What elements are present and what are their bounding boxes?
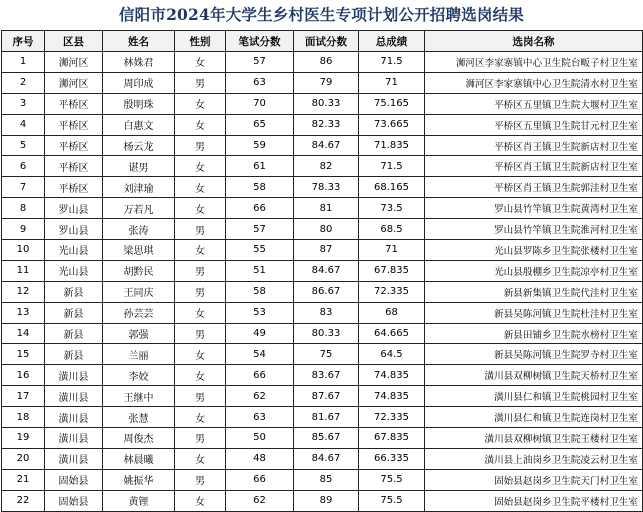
cell-interview-score: 80.33 bbox=[294, 93, 359, 114]
table-row bbox=[2, 490, 643, 511]
table-row bbox=[2, 135, 643, 156]
cell-interview-score: 86 bbox=[294, 52, 359, 73]
cell-name: 周印成 bbox=[103, 72, 175, 93]
cell-district: 新县 bbox=[45, 323, 103, 344]
cell-written-score: 53 bbox=[226, 302, 294, 323]
cell-total-score: 73.665 bbox=[359, 114, 425, 135]
cell-written-score: 54 bbox=[226, 344, 294, 365]
cell-gender: 女 bbox=[175, 344, 226, 365]
cell-name: 兰丽 bbox=[103, 344, 175, 365]
cell-gender: 男 bbox=[175, 469, 226, 490]
cell-total-score: 68.5 bbox=[359, 219, 425, 240]
cell-index: 20 bbox=[2, 448, 45, 469]
cell-name: 林姝君 bbox=[103, 52, 175, 73]
cell-post-name: 新县吴陈河镇卫生院罗寺村卫生室 bbox=[425, 344, 643, 365]
cell-index: 5 bbox=[2, 135, 45, 156]
cell-interview-score: 85.67 bbox=[294, 428, 359, 449]
cell-gender: 女 bbox=[175, 93, 226, 114]
cell-post-name: 平桥区肖王镇卫生院新店村卫生室 bbox=[425, 156, 643, 177]
cell-total-score: 71 bbox=[359, 240, 425, 261]
cell-total-score: 67.835 bbox=[359, 260, 425, 281]
cell-interview-score: 85 bbox=[294, 469, 359, 490]
cell-written-score: 50 bbox=[226, 428, 294, 449]
cell-index: 21 bbox=[2, 469, 45, 490]
cell-written-score: 49 bbox=[226, 323, 294, 344]
cell-post-name: 平桥区五里镇卫生院甘元村卫生室 bbox=[425, 114, 643, 135]
cell-name: 李姣 bbox=[103, 365, 175, 386]
cell-district: 潢川县 bbox=[45, 428, 103, 449]
cell-district: 平桥区 bbox=[45, 114, 103, 135]
cell-interview-score: 87 bbox=[294, 240, 359, 261]
table-row bbox=[2, 72, 643, 93]
cell-interview-score: 82 bbox=[294, 156, 359, 177]
cell-index: 17 bbox=[2, 386, 45, 407]
cell-name: 刘津瑜 bbox=[103, 177, 175, 198]
cell-total-score: 71.5 bbox=[359, 156, 425, 177]
cell-gender: 男 bbox=[175, 281, 226, 302]
cell-gender: 男 bbox=[175, 219, 226, 240]
cell-gender: 女 bbox=[175, 240, 226, 261]
cell-written-score: 51 bbox=[226, 260, 294, 281]
cell-total-score: 64.5 bbox=[359, 344, 425, 365]
cell-post-name: 罗山县竹竿镇卫生院淮河村卫生室 bbox=[425, 219, 643, 240]
cell-index: 19 bbox=[2, 428, 45, 449]
cell-name: 张涛 bbox=[103, 219, 175, 240]
cell-written-score: 62 bbox=[226, 490, 294, 511]
cell-district: 潢川县 bbox=[45, 365, 103, 386]
cell-name: 黄锂 bbox=[103, 490, 175, 511]
table-row bbox=[2, 469, 643, 490]
table-row bbox=[2, 219, 643, 240]
cell-index: 1 bbox=[2, 52, 45, 73]
table-row bbox=[2, 386, 643, 407]
cell-gender: 女 bbox=[175, 114, 226, 135]
cell-gender: 女 bbox=[175, 52, 226, 73]
cell-district: 固始县 bbox=[45, 490, 103, 511]
cell-interview-score: 83.67 bbox=[294, 365, 359, 386]
table-row bbox=[2, 448, 643, 469]
cell-total-score: 73.5 bbox=[359, 198, 425, 219]
cell-index: 7 bbox=[2, 177, 45, 198]
cell-post-name: 潢川县双柳树镇卫生院天桥村卫生室 bbox=[425, 365, 643, 386]
cell-post-name: 潢川县仁和镇卫生院桃园村卫生室 bbox=[425, 386, 643, 407]
cell-interview-score: 84.67 bbox=[294, 260, 359, 281]
cell-total-score: 74.835 bbox=[359, 365, 425, 386]
cell-index: 2 bbox=[2, 72, 45, 93]
cell-gender: 女 bbox=[175, 365, 226, 386]
cell-index: 10 bbox=[2, 240, 45, 261]
page-title: 信阳市2024年大学生乡村医生专项计划公开招聘选岗结果 bbox=[118, 5, 525, 24]
cell-post-name: 平桥区五里镇卫生院大堰村卫生室 bbox=[425, 93, 643, 114]
cell-name: 周俊杰 bbox=[103, 428, 175, 449]
table-row bbox=[2, 407, 643, 428]
cell-written-score: 55 bbox=[226, 240, 294, 261]
cell-written-score: 61 bbox=[226, 156, 294, 177]
cell-post-name: 新县新集镇卫生院代洼村卫生室 bbox=[425, 281, 643, 302]
table-row bbox=[2, 156, 643, 177]
cell-index: 3 bbox=[2, 93, 45, 114]
cell-district: 罗山县 bbox=[45, 198, 103, 219]
column-header-interview-score: 面试分数 bbox=[294, 31, 359, 52]
cell-post-name: 潢川县仁和镇卫生院连岗村卫生室 bbox=[425, 407, 643, 428]
cell-total-score: 68 bbox=[359, 302, 425, 323]
column-header-district: 区县 bbox=[45, 31, 103, 52]
cell-total-score: 74.835 bbox=[359, 386, 425, 407]
cell-total-score: 66.335 bbox=[359, 448, 425, 469]
cell-name: 王继中 bbox=[103, 386, 175, 407]
cell-index: 4 bbox=[2, 114, 45, 135]
cell-written-score: 59 bbox=[226, 135, 294, 156]
cell-index: 6 bbox=[2, 156, 45, 177]
column-header-written-score: 笔试分数 bbox=[226, 31, 294, 52]
cell-interview-score: 79 bbox=[294, 72, 359, 93]
cell-gender: 女 bbox=[175, 177, 226, 198]
cell-post-name: 浉河区李家寨镇中心卫生院清水村卫生室 bbox=[425, 72, 643, 93]
cell-interview-score: 82.33 bbox=[294, 114, 359, 135]
cell-gender: 女 bbox=[175, 490, 226, 511]
cell-district: 光山县 bbox=[45, 240, 103, 261]
cell-district: 平桥区 bbox=[45, 135, 103, 156]
cell-post-name: 光山县殷棚乡卫生院凉亭村卫生室 bbox=[425, 260, 643, 281]
cell-total-score: 71 bbox=[359, 72, 425, 93]
table-row bbox=[2, 240, 643, 261]
column-header-post-name: 选岗名称 bbox=[425, 31, 643, 52]
cell-interview-score: 87.67 bbox=[294, 386, 359, 407]
cell-gender: 男 bbox=[175, 260, 226, 281]
cell-interview-score: 84.67 bbox=[294, 135, 359, 156]
cell-index: 12 bbox=[2, 281, 45, 302]
cell-written-score: 63 bbox=[226, 407, 294, 428]
cell-district: 罗山县 bbox=[45, 219, 103, 240]
cell-total-score: 64.665 bbox=[359, 323, 425, 344]
cell-written-score: 62 bbox=[226, 386, 294, 407]
cell-name: 郭强 bbox=[103, 323, 175, 344]
cell-district: 固始县 bbox=[45, 469, 103, 490]
cell-post-name: 浉河区李家寨镇中心卫生院台畈子村卫生室 bbox=[425, 52, 643, 73]
cell-name: 杨云龙 bbox=[103, 135, 175, 156]
cell-written-score: 57 bbox=[226, 219, 294, 240]
cell-district: 平桥区 bbox=[45, 177, 103, 198]
table-row bbox=[2, 198, 643, 219]
table-row bbox=[2, 365, 643, 386]
cell-post-name: 平桥区肖王镇卫生院郭洼村卫生室 bbox=[425, 177, 643, 198]
column-header-total-score: 总成绩 bbox=[359, 31, 425, 52]
cell-gender: 女 bbox=[175, 156, 226, 177]
cell-interview-score: 75 bbox=[294, 344, 359, 365]
cell-gender: 女 bbox=[175, 407, 226, 428]
table-header-row bbox=[2, 31, 643, 52]
cell-name: 白惠文 bbox=[103, 114, 175, 135]
cell-written-score: 48 bbox=[226, 448, 294, 469]
table-row bbox=[2, 428, 643, 449]
cell-post-name: 新县田铺乡卫生院水榜村卫生室 bbox=[425, 323, 643, 344]
cell-index: 9 bbox=[2, 219, 45, 240]
cell-name: 万若凡 bbox=[103, 198, 175, 219]
cell-gender: 女 bbox=[175, 302, 226, 323]
cell-post-name: 光山县罗陈乡卫生院张楼村卫生室 bbox=[425, 240, 643, 261]
cell-written-score: 63 bbox=[226, 72, 294, 93]
cell-district: 新县 bbox=[45, 281, 103, 302]
cell-total-score: 75.5 bbox=[359, 490, 425, 511]
column-header-gender: 性别 bbox=[175, 31, 226, 52]
cell-total-score: 68.165 bbox=[359, 177, 425, 198]
cell-interview-score: 84.67 bbox=[294, 448, 359, 469]
cell-post-name: 固始县赵岗乡卫生院平楼村卫生室 bbox=[425, 490, 643, 511]
cell-interview-score: 83 bbox=[294, 302, 359, 323]
table-row bbox=[2, 177, 643, 198]
cell-interview-score: 81 bbox=[294, 198, 359, 219]
cell-name: 胡黔民 bbox=[103, 260, 175, 281]
cell-name: 张慧 bbox=[103, 407, 175, 428]
column-header-name: 姓名 bbox=[103, 31, 175, 52]
cell-total-score: 71.5 bbox=[359, 52, 425, 73]
cell-district: 潢川县 bbox=[45, 386, 103, 407]
cell-total-score: 75.165 bbox=[359, 93, 425, 114]
cell-district: 潢川县 bbox=[45, 407, 103, 428]
cell-post-name: 新县吴陈河镇卫生院杜洼村卫生室 bbox=[425, 302, 643, 323]
cell-written-score: 57 bbox=[226, 52, 294, 73]
cell-gender: 男 bbox=[175, 72, 226, 93]
cell-gender: 女 bbox=[175, 448, 226, 469]
cell-district: 浉河区 bbox=[45, 52, 103, 73]
cell-district: 光山县 bbox=[45, 260, 103, 281]
cell-index: 8 bbox=[2, 198, 45, 219]
cell-district: 新县 bbox=[45, 344, 103, 365]
cell-index: 13 bbox=[2, 302, 45, 323]
cell-name: 梁思琪 bbox=[103, 240, 175, 261]
cell-district: 新县 bbox=[45, 302, 103, 323]
cell-gender: 男 bbox=[175, 323, 226, 344]
cell-gender: 女 bbox=[175, 198, 226, 219]
cell-name: 林晨曦 bbox=[103, 448, 175, 469]
cell-written-score: 66 bbox=[226, 365, 294, 386]
cell-total-score: 75.5 bbox=[359, 469, 425, 490]
cell-index: 16 bbox=[2, 365, 45, 386]
cell-index: 15 bbox=[2, 344, 45, 365]
cell-index: 11 bbox=[2, 260, 45, 281]
cell-interview-score: 80 bbox=[294, 219, 359, 240]
table-row bbox=[2, 302, 643, 323]
cell-post-name: 潢川县上油岗乡卫生院凌云村卫生室 bbox=[425, 448, 643, 469]
cell-written-score: 58 bbox=[226, 281, 294, 302]
cell-district: 平桥区 bbox=[45, 93, 103, 114]
cell-interview-score: 86.67 bbox=[294, 281, 359, 302]
cell-total-score: 72.335 bbox=[359, 407, 425, 428]
cell-interview-score: 78.33 bbox=[294, 177, 359, 198]
cell-district: 浉河区 bbox=[45, 72, 103, 93]
cell-index: 18 bbox=[2, 407, 45, 428]
cell-district: 潢川县 bbox=[45, 448, 103, 469]
table-row bbox=[2, 114, 643, 135]
cell-index: 14 bbox=[2, 323, 45, 344]
table-row bbox=[2, 344, 643, 365]
cell-name: 孙芸芸 bbox=[103, 302, 175, 323]
cell-written-score: 70 bbox=[226, 93, 294, 114]
cell-name: 谌男 bbox=[103, 156, 175, 177]
column-header-index: 序号 bbox=[2, 31, 45, 52]
table-row bbox=[2, 93, 643, 114]
cell-interview-score: 89 bbox=[294, 490, 359, 511]
table-row bbox=[2, 52, 643, 73]
cell-post-name: 固始县赵岗乡卫生院天门村卫生室 bbox=[425, 469, 643, 490]
cell-name: 王同庆 bbox=[103, 281, 175, 302]
cell-written-score: 65 bbox=[226, 114, 294, 135]
cell-gender: 男 bbox=[175, 386, 226, 407]
cell-written-score: 58 bbox=[226, 177, 294, 198]
table-row bbox=[2, 323, 643, 344]
results-table bbox=[1, 30, 643, 512]
cell-district: 平桥区 bbox=[45, 156, 103, 177]
cell-post-name: 潢川县双柳树镇卫生院王楼村卫生室 bbox=[425, 428, 643, 449]
cell-index: 22 bbox=[2, 490, 45, 511]
cell-written-score: 66 bbox=[226, 198, 294, 219]
cell-total-score: 71.835 bbox=[359, 135, 425, 156]
cell-gender: 男 bbox=[175, 135, 226, 156]
cell-interview-score: 81.67 bbox=[294, 407, 359, 428]
cell-total-score: 67.835 bbox=[359, 428, 425, 449]
cell-post-name: 平桥区肖王镇卫生院新店村卫生室 bbox=[425, 135, 643, 156]
cell-gender: 男 bbox=[175, 428, 226, 449]
cell-post-name: 罗山县竹竿镇卫生院黄湾村卫生室 bbox=[425, 198, 643, 219]
cell-total-score: 72.335 bbox=[359, 281, 425, 302]
cell-interview-score: 80.33 bbox=[294, 323, 359, 344]
cell-written-score: 66 bbox=[226, 469, 294, 490]
table-row bbox=[2, 281, 643, 302]
cell-name: 姚振华 bbox=[103, 469, 175, 490]
cell-name: 殷明珠 bbox=[103, 93, 175, 114]
table-row bbox=[2, 260, 643, 281]
